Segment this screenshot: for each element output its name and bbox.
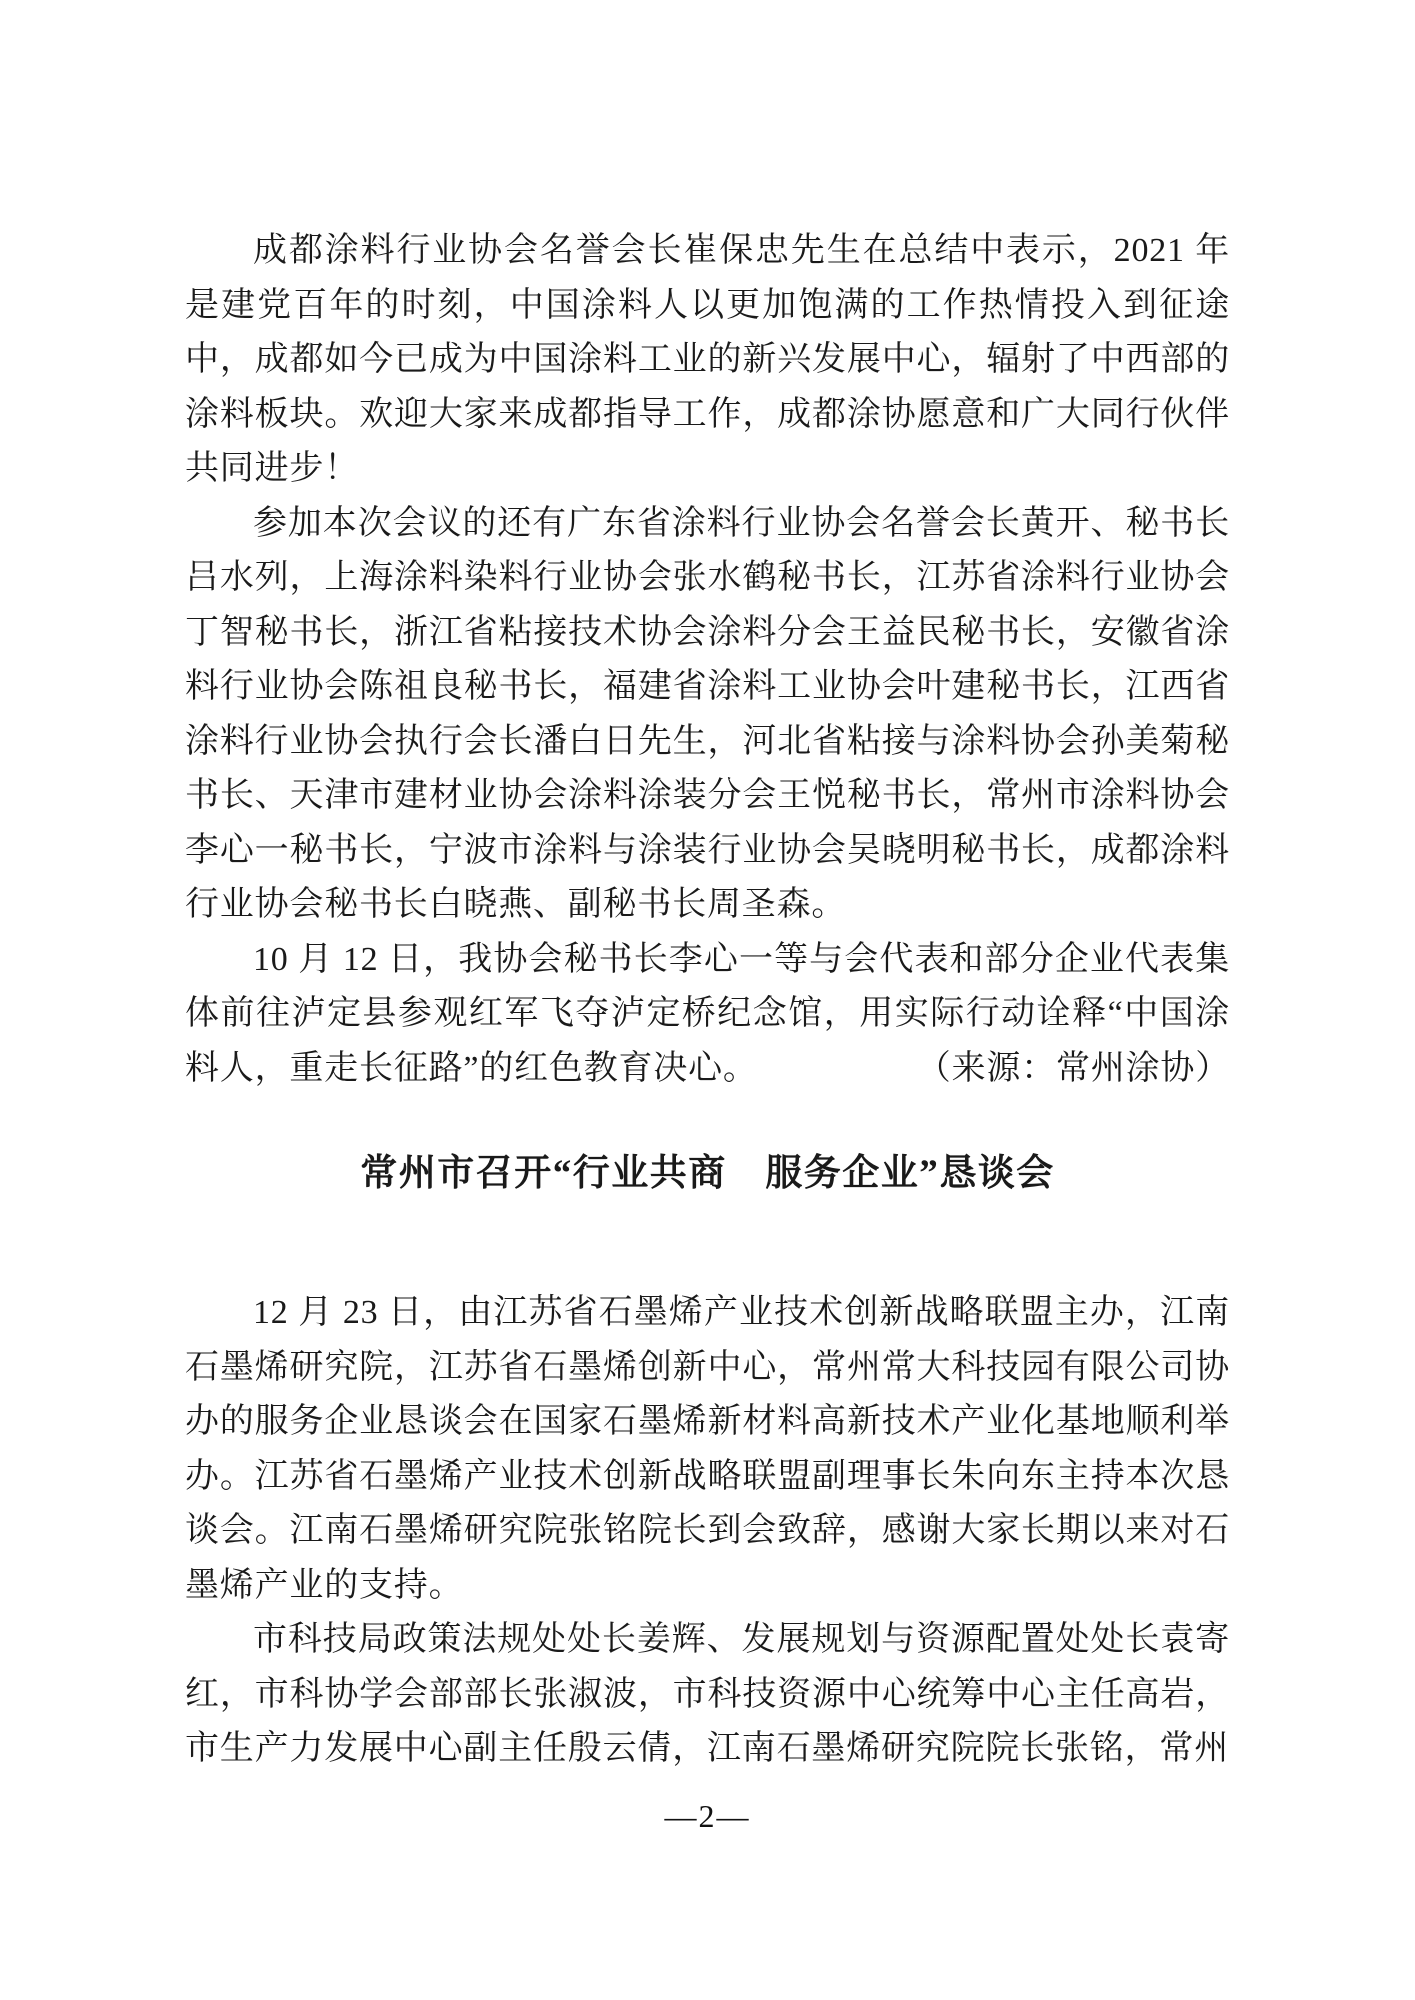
paragraph-summary-speech: 成都涂料行业协会名誉会长崔保忠先生在总结中表示，2021 年是建党百年的时刻，中国涂料人以更加饱满的工作热情投入到征途中，成都如今已成为中国涂料工业的新兴发展中心，辐射了中西部的涂料板块。欢迎大家来成都指导工作，成都涂协愿意和广大同行伙伴共同进步！ bbox=[185, 232, 1230, 487]
paragraph-attendees: 参加本次会议的还有广东省涂料行业协会名誉会长黄开、秘书长吕水列，上海涂料染料行业协会张水鹤秘书长，江苏省涂料行业协会丁智秘书长，浙江省粘接技术协会涂料分会王益民秘书长，安徽省涂料行业协会陈祖良秘书长，福建省涂料工业协会叶建秘书长，江西省涂料行业协会执行会长潘白日先生，河北省粘接与涂料协会孙美菊秘书长、天津市建材业协会涂料涂装分会王悦秘书长，常州市涂料协会李心一秘书长，宁波市涂料与涂装行业协会吴晓明秘书长，成都涂料行业协会秘书长白晓燕、副秘书长周圣森。 bbox=[185, 504, 1230, 923]
page-number: —2— bbox=[664, 1798, 751, 1834]
article-title: 常州市召开“行业共商 服务企业”恳谈会 bbox=[360, 1153, 1055, 1194]
paragraph-visit-with-source bbox=[185, 933, 1230, 1097]
article-coatings-meeting bbox=[185, 224, 1230, 1096]
paragraph-symposium-intro: 12 月 23 日，由江苏省石墨烯产业技术创新战略联盟主办，江南石墨烯研究院，江苏省石墨烯创新中心，常州常大科技园有限公司协办的服务企业恳谈会在国家石墨烯新材料高新技术产业化基地顺利举办。江苏省石墨烯产业技术创新战略联盟副理事长朱向东主持本次恳谈会。江南石墨烯研究院张铭院长到会致辞，感谢大家长期以来对石墨烯产业的支持。 bbox=[185, 1294, 1230, 1604]
paragraph-visit-text: 10 月 12 日，我协会秘书长李心一等与会代表和部分企业代表集体前往泸定县参观红军飞夺泸定桥纪念馆，用实际行动诠释“中国涂料人，重走长征路”的红色教育决心。 bbox=[185, 940, 1230, 1087]
page-content bbox=[185, 224, 1230, 1777]
source-attribution: （来源：常州涂协） bbox=[916, 1049, 1230, 1087]
paragraph-symposium-officials: 市科技局政策法规处处长姜辉、发展规划与资源配置处处长袁寄红，市科协学会部部长张淑波，市科技资源中心统筹中心主任高岩，市生产力发展中心副主任殷云倩，江南石墨烯研究院院长张铭，常州 bbox=[185, 1621, 1230, 1767]
article-symposium bbox=[185, 1286, 1230, 1777]
